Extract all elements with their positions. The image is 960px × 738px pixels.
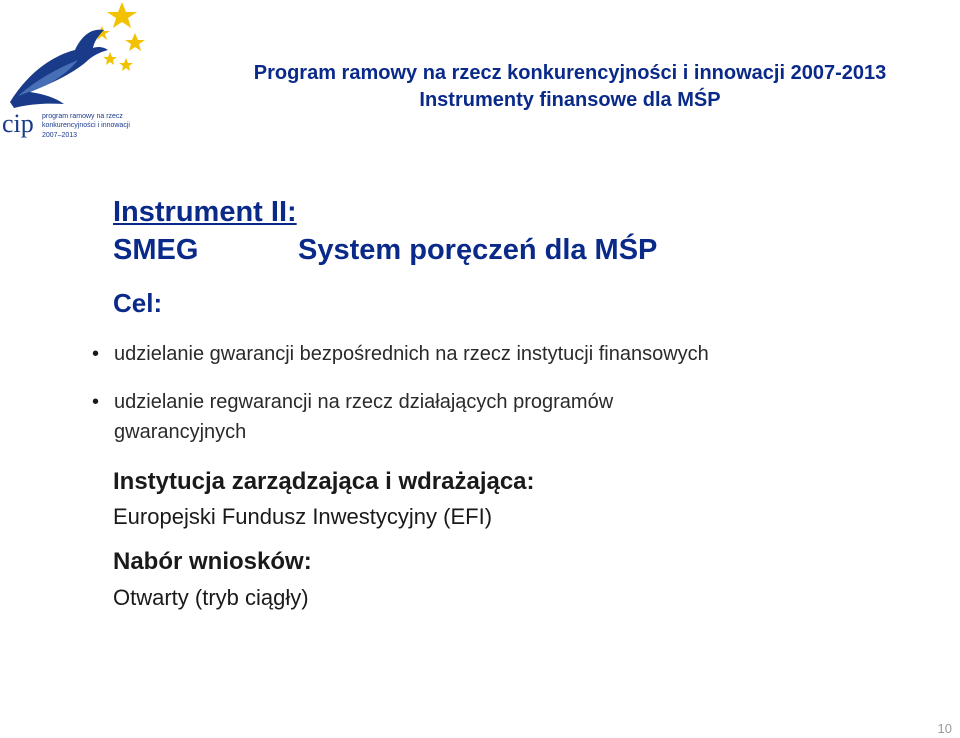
header	[200, 60, 940, 114]
header-line-1: Program ramowy na rzecz konkurencyjności i innowacji 2007-2013	[253, 62, 887, 84]
instrument-acronym: SMEG	[113, 234, 199, 266]
star-icon	[119, 58, 133, 71]
star-icon	[103, 52, 117, 65]
instrument-title: Instrument II:	[113, 196, 297, 228]
cip-logo	[0, 0, 150, 150]
bullet-icon: •	[92, 343, 100, 365]
goal-bullet-1: udzielanie gwarancji bezpośrednich na rzecz instytucji finansowych	[114, 343, 709, 365]
bullet-icon: •	[92, 391, 100, 413]
instrument-name: System poręczeń dla MŚP	[298, 234, 658, 266]
call-value: Otwarty (tryb ciągły)	[113, 585, 309, 610]
star-icon	[107, 2, 137, 28]
svg-text:2007–2013: 2007–2013	[42, 132, 78, 139]
call-label: Nabór wniosków:	[113, 548, 312, 575]
goal-bullet-2: udzielanie regwarancji na rzecz działających programów	[114, 391, 614, 413]
goal-bullet-2-continuation: gwarancyjnych	[114, 421, 247, 443]
svg-text:program ramowy na rzecz: program ramowy na rzecz	[42, 113, 123, 120]
managing-value: Europejski Fundusz Inwestycyjny (EFI)	[113, 504, 493, 529]
cip-wordmark: cip	[2, 109, 34, 138]
star-icon	[125, 33, 145, 51]
managing-label: Instytucja zarządzająca i wdrażająca:	[113, 468, 535, 495]
header-line-2: Instrumenty finansowe dla MŚP	[419, 89, 721, 111]
page-number: 10	[937, 721, 952, 736]
svg-text:konkurencyjności i innowacji: konkurencyjności i innowacji	[42, 122, 130, 129]
goal-label: Cel:	[113, 288, 163, 318]
